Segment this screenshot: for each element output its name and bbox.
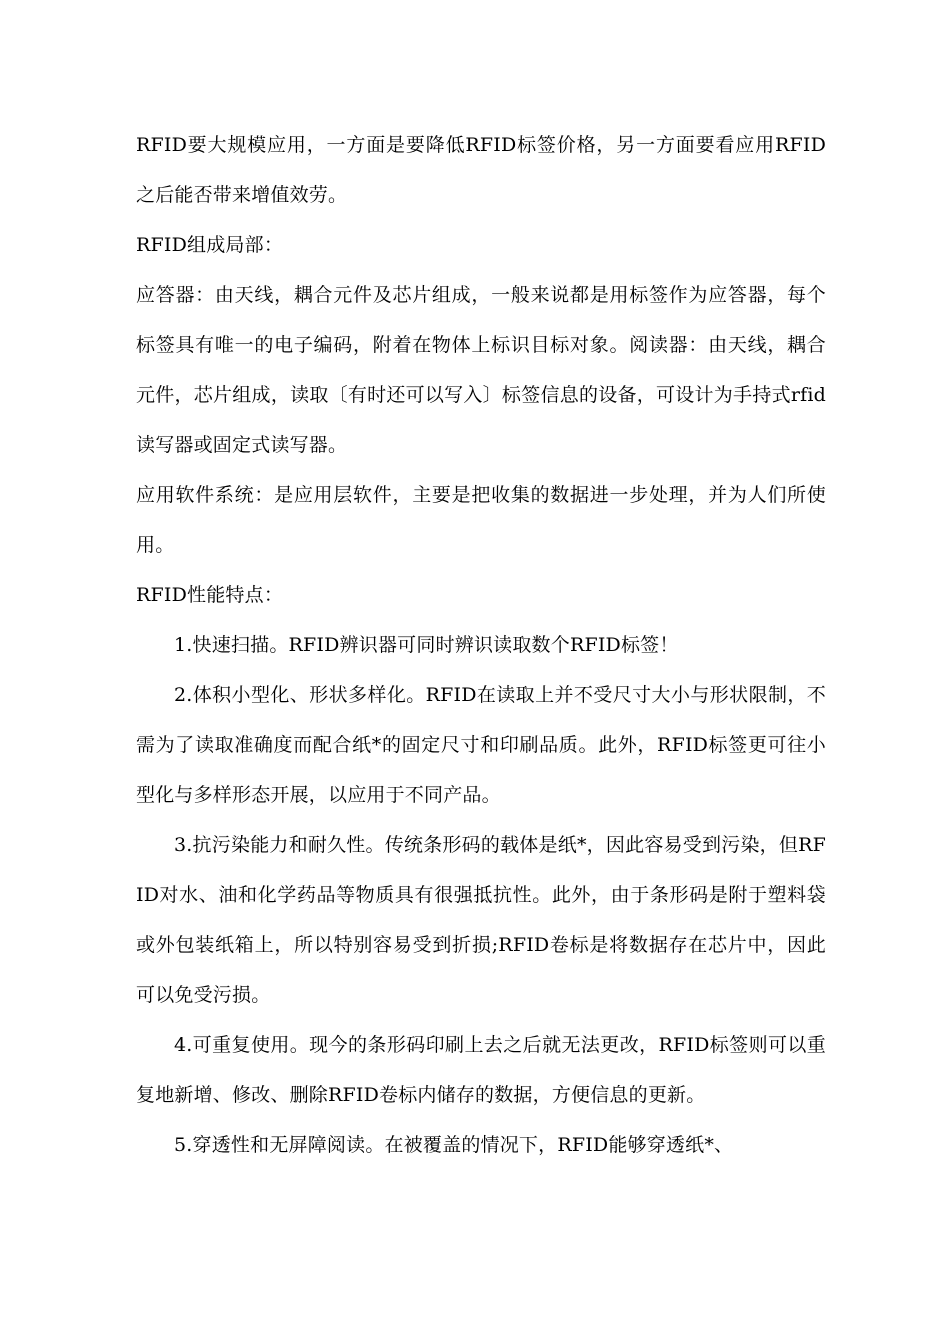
paragraph-intro: RFID要大规模应用，一方面是要降低RFID标签价格，另一方面要看应用RFID之后能否带来增值效劳。 (136, 134, 826, 206)
heading-rfid-features: RFID性能特点： (136, 584, 284, 606)
paragraph-transponder-reader: 应答器：由天线，耦合元件及芯片组成，一般来说都是用标签作为应答器，每个标签具有唯一的电子编码，附着在物体上标识目标对象。阅读器：由天线，耦合元件，芯片组成，读取〔有时还可以写入〕标签信息的设备，可设计为手持式rfid读写器或固定式读写器。 (136, 284, 826, 456)
list-item-feature-4: 4.可重复使用。现今的条形码印刷上去之后就无法更改，RFID标签则可以重复地新增、修改、删除RFID卷标内储存的数据，方便信息的更新。 (136, 1034, 826, 1106)
list-item-feature-2: 2.体积小型化、形状多样化。RFID在读取上并不受尺寸大小与形状限制，不需为了读取准确度而配合纸*的固定尺寸和印刷品质。此外，RFID标签更可往小型化与多样形态开展，以应用于不同产品。 (136, 684, 826, 806)
list-item-feature-5: 5.穿透性和无屏障阅读。在被覆盖的情况下，RFID能够穿透纸*、 (174, 1134, 734, 1156)
heading-rfid-composition: RFID组成局部： (136, 234, 284, 256)
document-body (136, 120, 826, 1170)
list-item-feature-3: 3.抗污染能力和耐久性。传统条形码的载体是纸*，因此容易受到污染，但RFID对水、油和化学药品等物质具有很强抵抗性。此外，由于条形码是附于塑料袋或外包装纸箱上，所以特别容易受到折损;RFID卷标是将数据存在芯片中，因此可以免受污损。 (136, 834, 826, 1006)
list-item-feature-1: 1.快速扫描。RFID辨识器可同时辨识读取数个RFID标签！ (174, 634, 679, 656)
paragraph-application-software: 应用软件系统：是应用层软件，主要是把收集的数据进一步处理，并为人们所使用。 (136, 484, 826, 556)
